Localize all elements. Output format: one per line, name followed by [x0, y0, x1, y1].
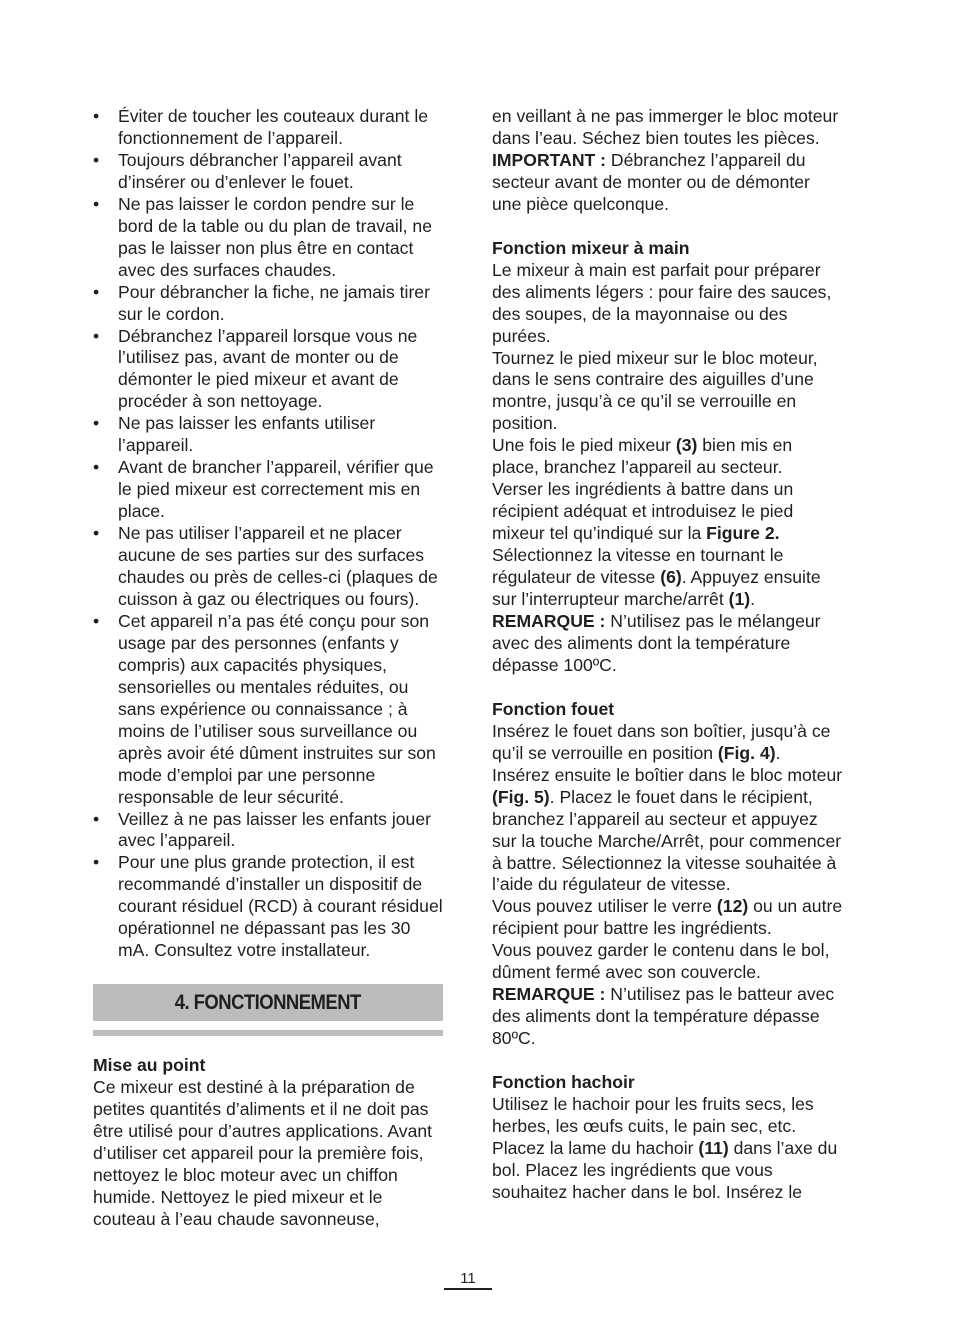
list-item: • Ne pas utiliser l’appareil et ne placer aucune de ses parties sur des surfaces chaudes ou près de celles-ci (plaques de cuisson à gaz ou électriques ou fours). [93, 523, 443, 611]
important-text: Débranchez l’appareil du secteur avant de monter ou de démonter une pièce quelconque. [492, 149, 810, 214]
safety-instructions-list [93, 106, 443, 962]
text-run: . [775, 742, 781, 763]
part-reference: (3) [675, 435, 698, 456]
list-item: • Toujours débrancher l’appareil avant d’insérer ou d’enlever le fouet. [93, 150, 443, 194]
text-run: . Placez le fouet dans le récipient, branchez l’appareil au secteur et appuyez sur la touche Marche/Arrêt, pour commencer à battre. Sélectionnez la vitesse souhaitée à l’aide du régulateur de vitesse. [492, 786, 842, 895]
list-item: • Ne pas laisser les enfants utiliser l’appareil. [93, 413, 443, 457]
setup-text: Ce mixeur est destiné à la préparation de petites quantités d’aliments et il ne doit pas être utilisé pour d’autres applications. Avant d’utiliser cet appareil pour la première fois, nettoyez le bloc moteur avec un chiffon humide. Nettoyez le pied mixeur et le couteau à l’eau chaude savonneuse, [93, 1077, 433, 1229]
part-reference: (6) [660, 567, 682, 588]
whisk-section [492, 699, 844, 1050]
whisk-paragraph [492, 896, 844, 940]
setup-section [93, 1055, 443, 1231]
text-run: . [750, 589, 756, 610]
part-reference: (12) [716, 896, 749, 917]
hand-mixer-paragraph: Tournez le pied mixeur sur le bloc moteur, dans le sens contraire des aiguilles d’une montre, jusqu’à ce qu’il se verrouille en position. [492, 347, 818, 434]
list-item: • Avant de brancher l’appareil, vérifier que le pied mixeur est correctement mis en place. [93, 457, 443, 523]
figure-reference: (Fig. 5) [492, 786, 550, 807]
whisk-paragraph [492, 721, 844, 765]
important-label: IMPORTANT : [492, 149, 607, 170]
note-label: REMARQUE : [492, 610, 606, 631]
note-text: N’utilisez pas le batteur avec des aliments dont la température dépasse 80ºC. [492, 984, 835, 1049]
text-run: Vous pouvez utiliser le verre [492, 896, 717, 917]
text-run: Placez la lame du hachoir [492, 1137, 699, 1158]
hand-mixer-paragraph [492, 545, 844, 611]
text-run: Une fois le pied mixeur [492, 435, 676, 456]
page-number: 11 [460, 1270, 476, 1287]
part-reference: (1) [728, 589, 751, 610]
hand-mixer-heading: Fonction mixeur à main [492, 237, 690, 258]
hand-mixer-note [492, 611, 844, 677]
text-run: bien mis en place, branchez l’appareil au secteur. [492, 435, 793, 478]
section-title: 4. FONCTIONNEMENT [174, 990, 362, 1014]
hand-mixer-section [492, 238, 844, 677]
list-item: • Débranchez l’appareil lorsque vous ne l’utilisez pas, avant de monter ou de démonter le pied mixeur et avant de procéder à son nettoyage. [93, 326, 443, 414]
setup-heading: Mise au point [93, 1055, 206, 1076]
list-item: • Veillez à ne pas laisser les enfants jouer avec l’appareil. [93, 809, 443, 853]
hand-mixer-paragraph [492, 479, 844, 545]
figure-reference: (Fig. 4) [717, 742, 776, 763]
whisk-note [492, 984, 844, 1050]
text-run: Insérez le fouet dans son boîtier, jusqu’à ce qu’il se verrouille en position [492, 720, 831, 763]
text-run: ou un autre récipient pour battre les ingrédients. [492, 896, 843, 939]
chopper-paragraph: Utilisez le hachoir pour les fruits secs, les herbes, les œufs cuits, le pain sec, etc. [492, 1094, 814, 1136]
section-divider [93, 1030, 443, 1036]
list-item: • Pour une plus grande protection, il est recommandé d’installer un dispositif de courant résiduel (RCD) à courant résiduel opérationnel ne dépassant pas les 30 mA. Consultez votre installateur. [93, 852, 443, 962]
list-item: • Ne pas laisser le cordon pendre sur le bord de la table ou du plan de travail, ne pas le laisser non plus être en contact avec des surfaces chaudes. [93, 194, 443, 282]
chopper-section [492, 1072, 844, 1204]
list-item: • Pour débrancher la fiche, ne jamais tirer sur le cordon. [93, 282, 443, 326]
hand-mixer-paragraph [492, 435, 844, 479]
whisk-paragraph [492, 765, 844, 897]
text-run: Insérez ensuite le boîtier dans le bloc moteur [492, 764, 843, 785]
note-text: N’utilisez pas le mélangeur avec des aliments dont la température dépasse 100ºC. [492, 610, 821, 675]
important-note [492, 150, 844, 216]
section-header [93, 984, 443, 1021]
text-run: . Appuyez ensuite sur l’interrupteur marche/arrêt [492, 567, 821, 610]
text-run: dans l’axe du bol. Placez les ingrédients que vous souhaitez hacher dans le bol. Insérez le [492, 1137, 838, 1202]
whisk-heading: Fonction fouet [492, 698, 615, 719]
whisk-paragraph: Vous pouvez garder le contenu dans le bol, dûment fermé avec son couvercle. [492, 940, 830, 983]
text-run: Sélectionnez la vitesse en tournant le régulateur de vitesse [492, 545, 784, 588]
chopper-heading: Fonction hachoir [492, 1072, 635, 1093]
list-item: • Cet appareil n’a pas été conçu pour son usage par des personnes (enfants y compris) aux capacités physiques, sensorielles ou mentales réduites, ou sans expérience ou connaissance ; à moins de l’utiliser sous surveillance ou après avoir été dûment instruites sur son mode d’emploi par une personne responsable de leur sécurité. [93, 611, 443, 809]
part-reference: (11) [698, 1137, 729, 1158]
note-label: REMARQUE : [492, 984, 606, 1005]
figure-reference: Figure 2. [706, 523, 780, 544]
left-column [93, 106, 443, 1231]
cleaning-continuation-text: en veillant à ne pas immerger le bloc moteur dans l’eau. Séchez bien toutes les pièces. [492, 106, 839, 148]
list-item: • Éviter de toucher les couteaux durant le fonctionnement de l’appareil. [93, 106, 443, 150]
hand-mixer-paragraph: Le mixeur à main est parfait pour préparer des aliments légers : pour faire des sauces, des soupes, de la mayonnaise ou des purées. [492, 259, 832, 346]
text-run: Verser les ingrédients à battre dans un récipient adéquat et introduisez le pied mixeur tel qu’indiqué sur la [492, 479, 794, 544]
chopper-paragraph [492, 1138, 844, 1204]
right-column [492, 106, 844, 1204]
page-number-underline [444, 1288, 492, 1290]
